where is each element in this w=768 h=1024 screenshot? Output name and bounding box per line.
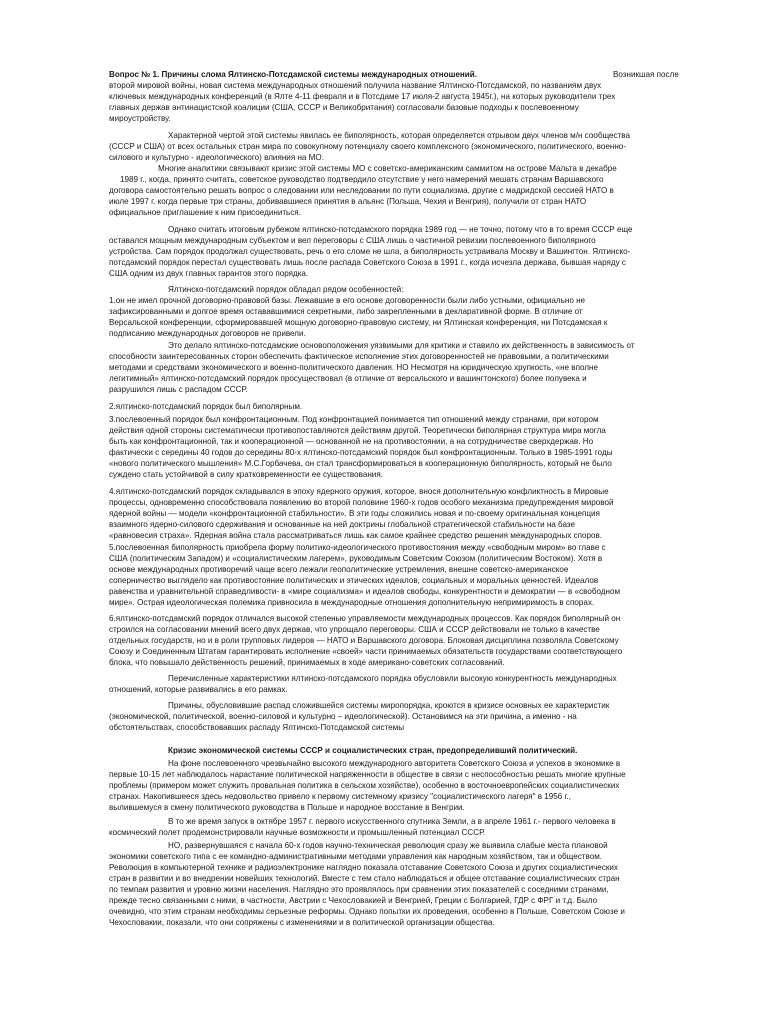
- body-text-line: подписанию международных договоров не привели.: [109, 329, 306, 338]
- body-text-line: проблемы (примером может служить провальная политика в сельском хозяйстве), особенно в восточноевропейских социалистических: [109, 781, 620, 790]
- body-text-line: НО, развернувшаяся с начала 60-х годов научно-техническая революция сразу же выявила слабые места плановой: [168, 841, 608, 850]
- question-heading: Вопрос № 1. Причины слома Ялтинско-Потсдамской системы международных отношений.: [109, 70, 477, 79]
- body-text-line: договора самостоятельно решать вопрос о следовании или неследовании по пути социализма, другие с мадридской сессией НАТО в: [109, 186, 614, 195]
- body-text-line: обстоятельствах, способствовавших распаду Ялтинско-Потсдамской системы: [109, 723, 405, 732]
- body-text-line: (СССР и США) от всех остальных стран мира по совокупному потенциалу своего комплексного (экономического, политического, военно-: [109, 142, 626, 151]
- body-text-line: Многие аналитики связывают кризис этой системы МО с советско-американским саммитом на острове Мальта в декабре: [158, 164, 617, 173]
- body-text-line: отдельных государств, но и в роли групповых лидеров — НАТО и Варшавского договора. Блоковая дисциплина позволяла Советскому: [109, 636, 619, 645]
- body-text-line: первые 10-15 лет наблюдалось нарастание политической напряженности в обществе в связи с неспособностью решать многие крупные: [109, 770, 626, 779]
- body-text-line: Версальской конференции, сформировавшей мощную договорно-правовую систему, ни Ялтинская конференция, ни Потсдамская к: [109, 318, 608, 327]
- body-text-line: Однако считать итоговым рубежом ялтинско-потсдамского порядка 1989 год — не точно, потому что в то время СССР еще: [168, 225, 633, 234]
- body-text-line: зафиксированными и долгое время остававшимися секретными, либо закрепленными в декларативной форме. В отличие от: [109, 307, 583, 316]
- body-text-line: На фоне послевоенного чрезвычайно высокого международного авторитета Советского Союза и успехов в экономике в: [168, 759, 621, 768]
- body-text-line: вылившемуся в смену политического руководства в Польше и народное восстание в Венгрии.: [109, 803, 465, 812]
- body-text-line: (экономической, политической, военно-силовой и культурно – идеологической). Остановимся на эти причина, а именно - на: [109, 712, 577, 721]
- body-text-line: очевидно, что этим странам необходимы серьезные реформы. Однако попытки их проведения, особенно в Польше, Советском Союзе и: [109, 907, 625, 916]
- body-text-line: по темпам развития и уровню жизни населения. Наглядно это проявлялось при сравнении этих показателей с соседними странами,: [109, 885, 609, 894]
- body-text-line: строился на согласовании мнений всего двух держав, что упрощало переговоры. США и СССР действовали не только в качестве: [109, 625, 600, 634]
- body-text-line: мироустройству.: [109, 114, 171, 123]
- body-text-line: США (политическим Западом) и «социалистическим лагерем», руководимым Советским Союзом (политическим Востоком). Хотя в: [109, 554, 603, 563]
- body-text-line: 2.ялтинско-потсдамский порядок был биполярным.: [109, 402, 303, 411]
- body-text-line: США одним из двух главных гарантов этого порядка.: [109, 269, 309, 278]
- body-text-line: Причины, обусловившие распад сложившейся системы миропорядка, кроются в кризисе основных ее характеристик: [168, 701, 610, 710]
- body-text-line: устройства. Сам порядок продолжал существовать, речь о его сломе не шла, а биполярность устраивала Москву и Вашингтон. Ялтинско-: [109, 247, 631, 256]
- body-text-line: отношений, которые развивались в его рамках.: [109, 685, 288, 694]
- body-text-line: оставался мощным международным субъектом и вел переговоры с США лишь о частичной ревизии послевоенного биполярного: [109, 236, 596, 245]
- body-text-line: взаимного ядерно-силового сдерживания и основанные на ней доктрины глобальной стратегической стабильности на базе: [109, 520, 576, 529]
- body-text-line: В то же время запуск в октябре 1957 г. первого искусственного спутника Земли, а в апреле 1961 г.- первого человека в: [168, 817, 616, 826]
- body-text-line: легитимный» ялтинско-потсдамский порядок просуществовал (в отличие от версальского и вашингтонского) более полувека и: [109, 374, 587, 383]
- body-text-line: способности заинтересованных сторон обеспечить фактическое исполнение этих договоренностей не правовыми, а политическими: [109, 352, 609, 361]
- body-text-line: Возникшая после: [613, 70, 679, 79]
- body-text-line: процессы, одновременно способствовала появлению во второй половине 1960-х годов особого механизма предупреждения мировой: [109, 498, 614, 507]
- body-text-line: 1.он не имел прочной договорно-правовой базы. Лежавшие в его основе договоренности были либо устными, официально не: [109, 296, 586, 305]
- body-text-line: действия одной стороны систематически противопоставляются действиям другой. Теоретически биполярная структура мира могла: [109, 426, 606, 435]
- body-text-line: Чехословакии, показали, что они сопряжены с изменениями и в политической организации общества.: [109, 918, 495, 927]
- body-text-line: Ялтинско-потсдамский порядок обладал рядом особенностей:: [168, 285, 404, 294]
- body-text-line: Это делало ялтинско-потсдамские основоположения уязвимыми для критики и ставило их действенность в зависимость от: [168, 341, 635, 350]
- body-text-line: силового и культурно - идеологического) влияния на МО.: [109, 153, 324, 162]
- body-text-line: космический полет продемонстрировали научные возможности и промышленный потенциал СССР.: [109, 828, 486, 837]
- body-text-line: ключевых международных конференций (в Ялте 4-11 февраля и в Потсдаме 17 июля-2 августа 1945г.), на которых руководители трех: [109, 92, 616, 101]
- body-text-line: Перечисленные характеристики ялтинско-потсдамского порядка обусловили высокую конкурентность международных: [168, 674, 617, 683]
- body-text-line: блока, что повышало действенность решений, принимаемых в ходе американо-советских согласований.: [109, 658, 505, 667]
- body-text-line: прежде тесно связанными с ними, в частности, Австрии с Чехословакией и Венгрией, Греции с Болгарией, ГДР с ФРГ и т.д. Было: [109, 896, 598, 905]
- body-text-line: «нового политического мышления» М.С.Горбачева, он стал трансформироваться в кооперационную биполярность, который не было: [109, 459, 612, 468]
- body-text-line: разрушился лишь с распадом СССР.: [109, 385, 248, 394]
- body-text-line: 6.ялтинско-потсдамский порядок отличался высокой степенью управляемости международных процессов. Как порядок биполярный он: [109, 614, 621, 623]
- body-text-line: быть как конфронтационной, так и кооперационной — основанной не на противостоянии, а на сотрудничестве сверхдержав. Но: [109, 437, 594, 446]
- body-text-line: официальное приглашение к ним присоединиться.: [109, 208, 301, 217]
- body-text-line: 1989 г., когда, принято считать, советское руководство подтвердило отсутствие у него намерений мешать странам Варшавского: [120, 175, 604, 184]
- body-text-line: 3.послевоенный порядок был конфронтационным. Под конфронтацией понимается тип отношений между странами, при котором: [109, 415, 599, 424]
- body-text-line: «равновесия страха». Ядерная война стала рассматриваться лишь как самое крайнее средство решения международных споров.: [109, 531, 603, 540]
- body-text-line: 4.ялтинско-потсдамский порядок складывался в эпоху ядерного оружия, которое, внося дополнительную конфликтность в Мировые: [109, 487, 609, 496]
- body-text-line: методами и средствами экономического и военно-политического давления. НО Несмотря на юридическую хрупкость, «не вполне: [109, 363, 598, 372]
- body-text-line: Революция в компьютерной технике и радиоэлектронике наглядно показала отставание Советского Союза и других социалистических: [109, 863, 618, 872]
- body-text-line: Характерной чертой этой системы явилась ее биполярность, которая определяется отрывом двух членов м/н сообщества: [168, 131, 630, 140]
- body-text-line: стран в развитии и во внедрении новейших технологий. Вместе с тем стало наблюдаться и общее отставание социалистических стран: [109, 874, 620, 883]
- body-text-line: фактически с середины 40 годов до середины 80-х ялтинско-потсдамский порядок был конфронтационным. Только в 1985-1991 годы: [109, 448, 613, 457]
- body-text-line: странах. Накопившееся здесь недовольство привело к первому системному кризису "социалистического лагеря" в 1956 г.,: [109, 792, 571, 801]
- body-text-line: 5.послевоенная биполярность приобрела форму политико-идеологического противостояния между «свободным миром» во главе с: [109, 543, 606, 552]
- body-text-line: мире». Острая идеологическая полемика привносила в международные отношения дополнительную непримиримость в спорах.: [109, 598, 595, 607]
- body-text-line: июле 1997 г. когда первые три страны, добивавшиеся принятия в альянс (Польша, Чехия и Венгрия), получили от стран НАТО: [109, 197, 587, 206]
- body-text-line: соперничество выглядело как противостояние политических и этических идеалов, социальных и моральных ценностей. Идеалов: [109, 576, 599, 585]
- body-text-line: главных держав антинацистской коалиции (США, СССР и Великобритания) согласовали базовые подходы к послевоенному: [109, 103, 579, 112]
- body-text-line: Союзу и Соединенным Штатам гарантировать исполнение «своей» части принимаемых обязательств государствами соответствующего: [109, 647, 623, 656]
- body-text-line: равенства и уравнительной справедливости- в «мире социализма» и идеалов свободы, конкурентности и демократии — в «свободном: [109, 587, 621, 596]
- body-text-line: суждено стать устойчивой в силу кратковременности ее существования.: [109, 470, 383, 479]
- body-text-line: потсдамский порядок перестал существовать лишь после распада Советского Союза в 1991 г., когда исчезла держава, бывшая наряду с: [109, 258, 626, 267]
- body-text-line: экономики советского типа с ее командно-административными методами управления как народным хозяйством, так и обществом.: [109, 852, 603, 861]
- body-text-line: ядерной войны — модели «конфронтационной стабильности». В эти годы сложились новая и по-своему оригинальная концепция: [109, 509, 600, 518]
- body-text-line: основе международных противоречий чаще всего лежали геополитические устремления, внешне советско-американское: [109, 565, 569, 574]
- body-text-line: второй мировой войны, новая система международных отношений получила название Ялтинско-Потсдамской, по названиям двух: [109, 81, 602, 90]
- section-heading: Кризис экономической системы СССР и социалистических стран, предопределивший политический.: [168, 746, 578, 755]
